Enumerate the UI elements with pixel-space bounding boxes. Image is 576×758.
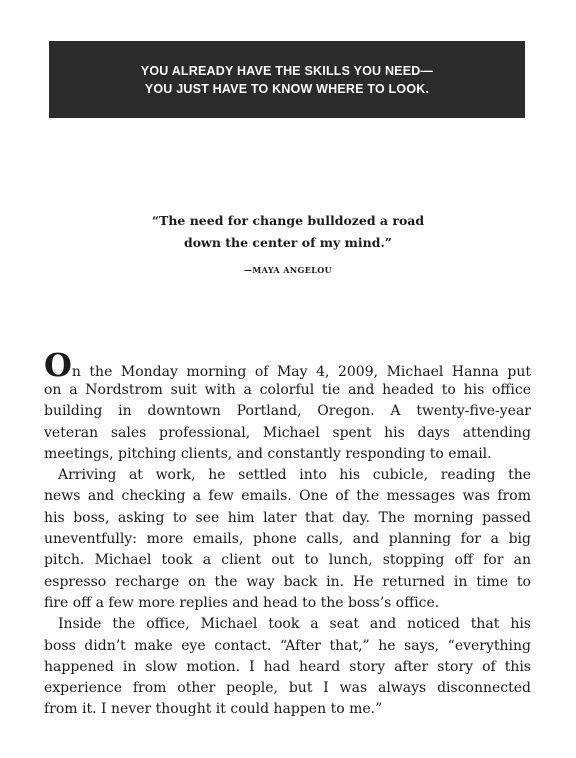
paragraph-line: his boss, asking to see him later that day. The morning passed (44, 509, 531, 526)
paragraph-2 (44, 465, 531, 614)
paragraph-line-text: n the Monday morning of May 4, 2009, Michael Hanna put (71, 364, 531, 380)
epigraph-quote-line-1: “The need for change bulldozed a road (151, 213, 425, 228)
paragraph-line: pitch. Michael took a client out to lunch, stopping off for an (44, 552, 531, 569)
paragraph-line: uneventfully: more emails, phone calls, and planning for a big (44, 531, 531, 548)
paragraph-line: on a Nordstrom suit with a colorful tie and headed to his office (44, 382, 531, 398)
paragraph-line: from it. I never thought it could happen to me.” (44, 701, 383, 718)
paragraph-line: veteran sales professional, Michael spent his days attending (44, 424, 531, 441)
banner-line-1: YOU ALREADY HAVE THE SKILLS YOU NEED— (140, 63, 434, 78)
epigraph (0, 210, 576, 275)
paragraph-line: fire off a few more replies and head to the boss’s office. (44, 594, 440, 611)
paragraph-line: news and checking a few emails. One of the messages was from (44, 488, 531, 505)
paragraph-1 (44, 346, 531, 465)
paragraph-line: meetings, pitching clients, and constantly responding to email. (44, 445, 492, 462)
paragraph-3 (44, 614, 531, 720)
paragraph-line: espresso recharge on the way back in. He returned in time to (44, 573, 531, 590)
paragraph-line: boss didn’t make eye contact. “After that,” he says, “everything (44, 637, 531, 654)
paragraph-line: happened in slow motion. I had heard story after story of this (44, 658, 531, 675)
chapter-banner (49, 41, 525, 118)
drop-cap: O (44, 346, 72, 384)
paragraph-line: Arriving at work, he settled into his cubicle, reading the (58, 467, 531, 484)
epigraph-attribution: —MAYA ANGELOU (243, 265, 333, 275)
paragraph-line: Inside the office, Michael took a seat and noticed that his (58, 616, 531, 633)
epigraph-quote-line-2: down the center of my mind.” (183, 235, 392, 250)
paragraph-line: building in downtown Portland, Oregon. A twenty-five-year (44, 403, 531, 420)
body-text (44, 346, 531, 721)
banner-line-2: YOU JUST HAVE TO KNOW WHERE TO LOOK. (144, 81, 430, 96)
paragraph-line: experience from other people, but I was always disconnected (44, 680, 531, 697)
paragraph-line (44, 346, 531, 384)
